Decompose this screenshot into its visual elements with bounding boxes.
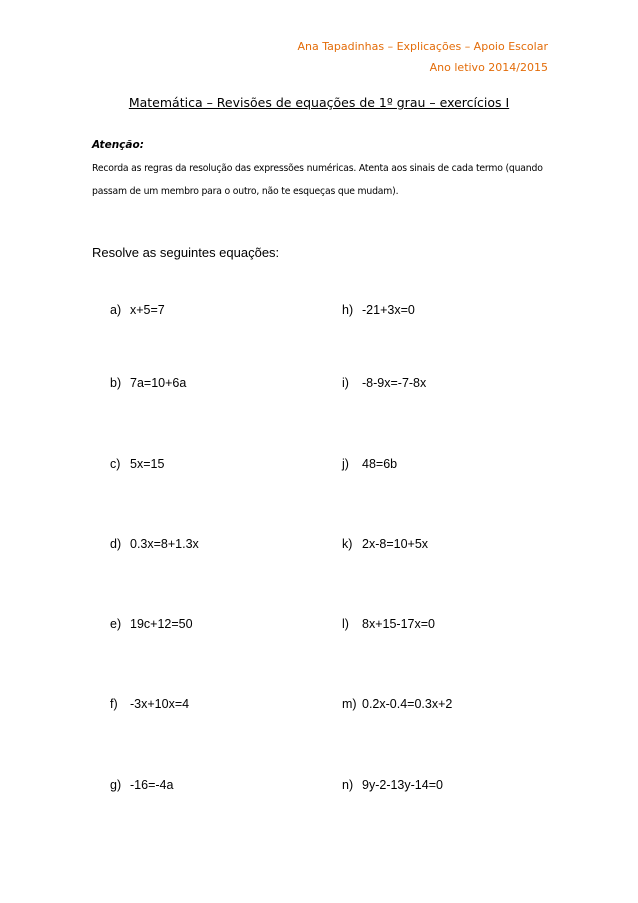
equation-text: 9y-2-13y-14=0 (362, 778, 443, 792)
equation-text: -21+3x=0 (362, 303, 415, 317)
equation-item (110, 303, 165, 317)
equation-item (342, 303, 415, 317)
equation-label: l) (342, 617, 349, 631)
equation-text: 19c+12=50 (130, 617, 193, 631)
equation-item (110, 537, 199, 551)
header-line-2: Ano letivo 2014/2015 (429, 61, 548, 74)
equation-text: -16=-4a (130, 778, 174, 792)
equation-text: 7a=10+6a (130, 376, 187, 390)
equation-label: c) (110, 457, 121, 471)
attention-text: Recorda as regras da resolução das expressões numéricas. Atenta aos sinais de cada termo (quando passam de um membro para o outro, não te esqueças que mudam). (92, 163, 543, 197)
equation-text: 0.3x=8+1.3x (130, 537, 199, 551)
equation-label: m) (342, 697, 357, 711)
equation-label: h) (342, 303, 354, 317)
equation-label: d) (110, 537, 122, 551)
equation-item (342, 457, 397, 471)
equation-label: k) (342, 537, 353, 551)
instruction-text: Resolve as seguintes equações: (92, 245, 280, 260)
equation-text: 2x-8=10+5x (362, 537, 429, 551)
equation-text: 0.2x-0.4=0.3x+2 (362, 697, 453, 711)
equation-item (342, 778, 443, 792)
equation-item (342, 697, 452, 711)
equation-item (110, 617, 193, 631)
header-line-1: Ana Tapadinhas – Explicações – Apoio Escolar (297, 40, 548, 53)
equation-label: f) (110, 697, 118, 711)
equation-text: -8-9x=-7-8x (362, 376, 427, 390)
equation-label: e) (110, 617, 122, 631)
equation-label: i) (342, 376, 349, 390)
equation-item (342, 537, 428, 551)
equation-label: j) (342, 457, 349, 471)
attention-heading: Atenção: (92, 139, 144, 151)
equation-text: 48=6b (362, 457, 398, 471)
equation-item (110, 697, 189, 711)
equation-item (342, 376, 426, 390)
equation-text: 8x+15-17x=0 (362, 617, 435, 631)
equation-text: 5x=15 (130, 457, 165, 471)
equation-label: b) (110, 376, 122, 390)
equation-text: -3x+10x=4 (130, 697, 190, 711)
equation-item (110, 376, 186, 390)
page-title: Matemática – Revisões de equações de 1º grau – exercícios I (128, 95, 510, 110)
equation-item (110, 778, 173, 792)
equation-label: n) (342, 778, 354, 792)
equation-item (342, 617, 435, 631)
equation-item (110, 457, 164, 471)
equation-text: x+5=7 (130, 303, 165, 317)
equation-label: g) (110, 778, 122, 792)
equation-label: a) (110, 303, 122, 317)
